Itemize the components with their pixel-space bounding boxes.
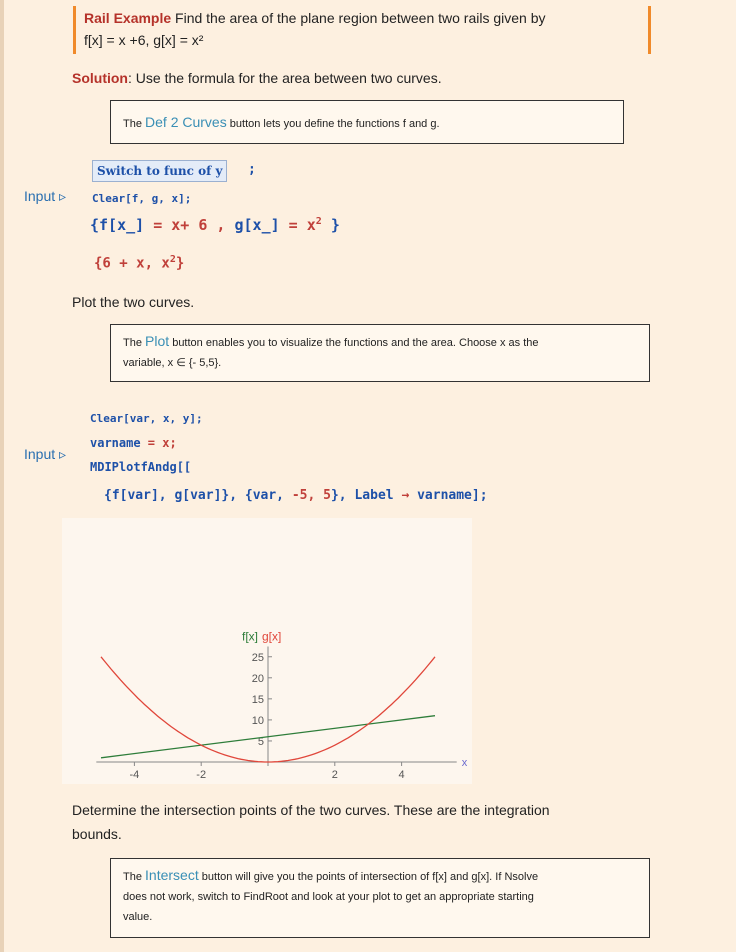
x-tick-label: -2: [196, 769, 207, 781]
input-2-line-1[interactable]: Clear[var, x, y];: [90, 412, 203, 425]
solution-label: Solution: [72, 70, 128, 86]
x-axis-label: x: [461, 757, 468, 769]
y-axis-label-f: f[x]: [241, 629, 258, 644]
switch-suffix: ;: [248, 162, 256, 177]
note3-post: button will give you the points of intersection of f[x] and g[x]. If Nsolve: [198, 871, 539, 883]
input-2-line-3[interactable]: MDIPlotfAndg[[: [90, 460, 192, 474]
y-axis-label-g: g[x]: [262, 629, 282, 644]
intersect-text-line-2: bounds.: [72, 826, 122, 842]
y-tick-label: 25: [251, 651, 264, 664]
rail-formula: f[x] = x +6, g[x] = x²: [84, 32, 204, 48]
y-tick-label: 15: [251, 693, 264, 706]
note3-line-2: does not work, switch to FindRoot and look at your plot to get an appropriate starting: [123, 891, 534, 903]
input-2-label: Input ▹: [24, 446, 67, 462]
note1-post: button lets you define the functions f and g.: [226, 118, 440, 130]
solution-text: : Use the formula for the area between two curves.: [128, 70, 442, 86]
note3-pre: The: [123, 871, 146, 883]
intersect-link[interactable]: Intersect: [145, 867, 199, 883]
input-2-line-2[interactable]: varname = x;: [90, 436, 177, 450]
input-1-line-2[interactable]: {f[x_] = x+ 6 , g[x_] = $x^2$ }: [90, 216, 340, 234]
plot-intro-text: Plot the two curves.: [72, 294, 195, 310]
note1-pre: The: [123, 118, 146, 130]
intersect-note: [110, 858, 650, 938]
plot-link[interactable]: Plot: [145, 333, 170, 349]
input-1-line-1[interactable]: Clear[f, g, x];: [92, 192, 192, 205]
note2-line-2: variable, x ∈ {- 5,5}.: [123, 357, 222, 369]
note2-post: button enables you to visualize the functions and the area. Choose x as the: [169, 337, 539, 349]
switch-to-func-of-y-button[interactable]: Switch to func of y: [92, 160, 227, 182]
x-tick-label: 2: [331, 769, 338, 781]
x-tick-label: 4: [398, 769, 405, 781]
input-1-label: Input ▹: [24, 188, 67, 204]
y-tick-label: 20: [251, 672, 264, 685]
x-tick-label: -4: [129, 769, 140, 781]
y-tick-label: 10: [251, 714, 264, 727]
rail-text: Find the area of the plane region between two rails given by: [171, 10, 546, 26]
output-1: {6 + x, $x^2$}: [94, 254, 185, 272]
input-2-line-4[interactable]: {f[var], g[var]}, {var, -5, 5}, Label → varname];: [104, 488, 488, 503]
def-2-curves-link[interactable]: Def 2 Curves: [145, 114, 227, 130]
rail-title: Rail Example: [84, 10, 172, 26]
y-tick-label: 5: [257, 735, 264, 748]
note2-pre: The: [123, 337, 146, 349]
intersect-text-line-1: Determine the intersection points of the two curves. These are the integration: [72, 802, 550, 818]
note3-line-3: value.: [123, 911, 153, 923]
